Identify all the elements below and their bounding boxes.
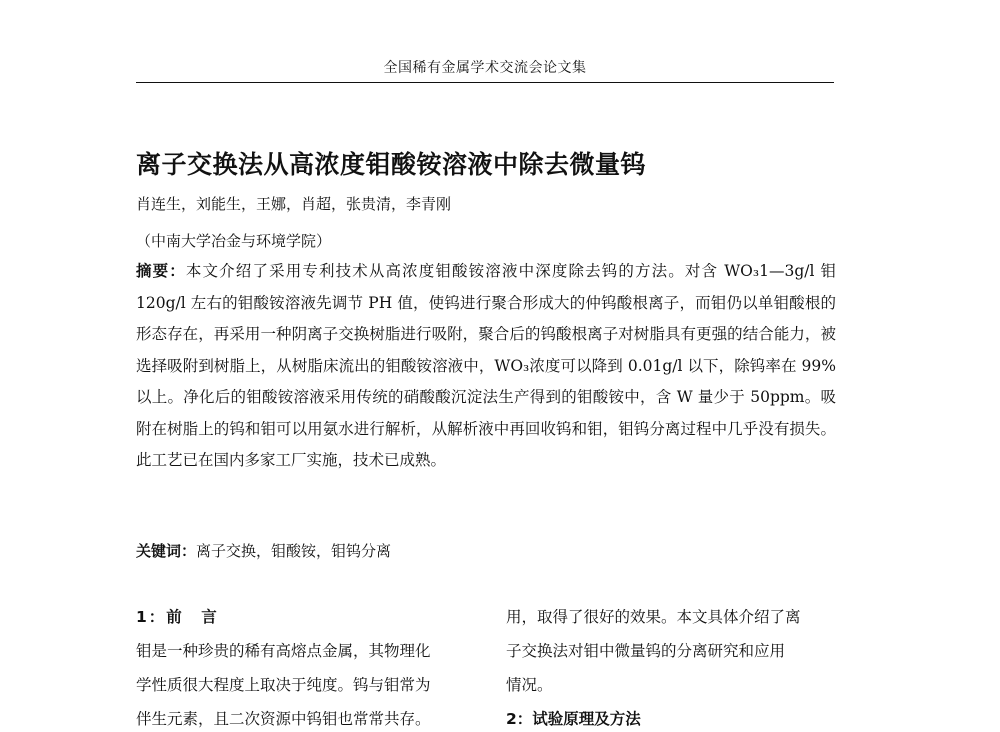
body-line: 钼是一种珍贵的稀有高熔点金属，其物理化 xyxy=(136,642,431,660)
abstract xyxy=(136,256,836,477)
body-line: 用，取得了很好的效果。本文具体介绍了离 xyxy=(506,608,801,626)
section-heading-introduction: 1：前 言 xyxy=(136,608,219,626)
body-line: 子交换法对钼中微量钨的分离研究和应用 xyxy=(506,642,786,660)
body-line: 伴生元素，且二次资源中钨钼也常常共存。 xyxy=(136,710,431,728)
keywords-text: 离子交换，钼酸铵，钼钨分离 xyxy=(196,542,392,560)
body-line: 学性质很大程度上取决于纯度。钨与钼常为 xyxy=(136,676,431,694)
right-column xyxy=(506,600,841,732)
affiliation: （中南大学冶金与环境学院） xyxy=(136,232,332,250)
keywords xyxy=(136,540,391,561)
author-list: 肖连生，刘能生，王娜，肖超，张贵清，李青刚 xyxy=(136,195,452,213)
abstract-text: 本文介绍了采用专利技术从高浓度钼酸铵溶液中深度除去钨的方法。对含 WO₃1—3g/l 钼 120g/l 左右的钼酸铵溶液先调节 PH 值，使钨进行聚合形成大的仲钨酸根离子，而钼仍以单钼酸根的形态存在，再采用一种阴离子交换树脂进行吸附，聚合后的钨酸根离子对树脂具有更强的结合能力，被选择吸附到树脂上，从树脂床流出的钼酸铵溶液中，WO₃浓度可以降到 0.01g/l 以下，除钨率在 99%以上。净化后的钼酸铵溶液采用传统的硝酸酸沉淀法生产得到的钼酸铵中，含 W 量少于 50ppm。吸附在树脂上的钨和钼可以用氨水进行解析，从解析液中再回收钨和钼，钼钨分离过程中几乎没有损失。此工艺已在国内多家工厂实施，技术已成熟。 xyxy=(136,262,836,469)
running-head: 全国稀有金属学术交流会论文集 xyxy=(383,60,587,76)
body-line: 情况。 xyxy=(506,676,553,694)
paper-title: 离子交换法从高浓度钼酸铵溶液中除去微量钨 xyxy=(136,150,647,179)
left-column xyxy=(136,600,471,732)
abstract-label: 摘要： xyxy=(136,262,186,280)
running-head-block xyxy=(136,58,834,83)
keywords-label: 关键词： xyxy=(136,542,197,560)
section-heading-method: 2：试验原理及方法 xyxy=(506,710,641,728)
header-rule xyxy=(136,82,834,83)
